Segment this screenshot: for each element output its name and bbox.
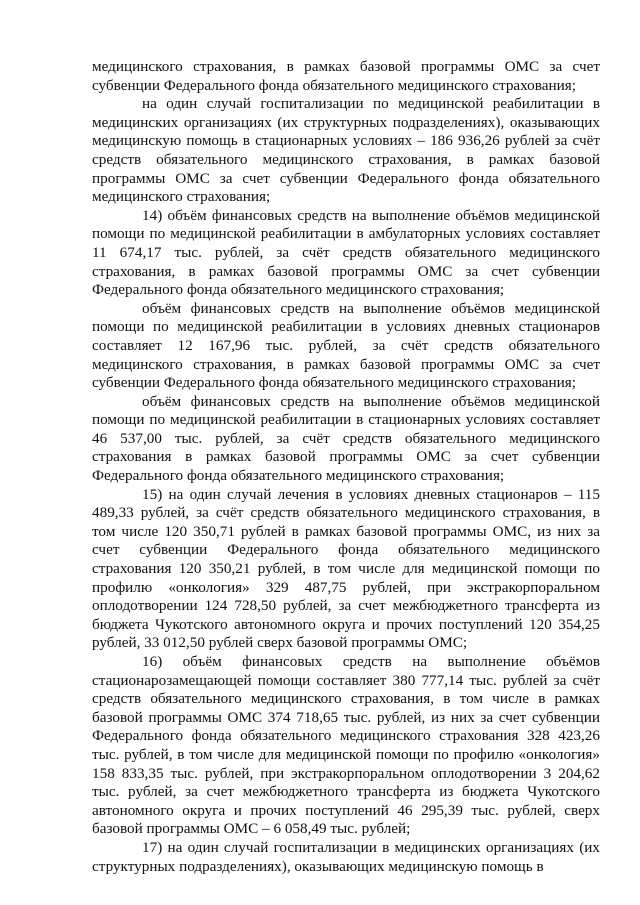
paragraph-continuation: медицинского страхования, в рамках базовой программы ОМС за счет субвенции Федерального фонда обязательного медицинского страхования; (92, 58, 600, 94)
paragraph-14-outpatient-rehab-funding: 14) объём финансовых средств на выполнение объёмов медицинской помощи по медицинской реабилитации в амбулаторных условиях составляет 11 674,17 тыс. рублей, за счёт средств обязательного медицинского страхования, в рамках базовой программы ОМС за счет субвенции Федерального фонда обязательного медицинского страхования; (92, 206, 600, 299)
paragraph-15-day-hospital-case-cost: 15) на один случай лечения в условиях дневных стационаров – 115 489,33 рублей, за счёт средств обязательного медицинского страхования, в том числе 120 350,71 рублей в рамках базовой программы ОМС, из них за счет субвенции Федерального фонда обязательного медицинского страхования 120 350,21 рублей, в том числе для медицинской помощи по профилю «онкология» 329 487,75 рублей, при экстракорпоральном оплодотворении 124 728,50 рублей, за счет межбюджетного трансферта из бюджета Чукотского автономного округа и прочих поступлений 120 354,25 рублей, 33 012,50 рублей сверх базовой программы ОМС; (92, 485, 600, 652)
paragraph-rehab-hospitalization-cost: на один случай госпитализации по медицинской реабилитации в медицинских организациях (их структурных подразделениях), оказывающих медицинскую помощь в стационарных условиях – 186 936,26 рублей за счёт средств обязательного медицинского страхования, в рамках базовой программы ОМС за счет субвенции Федерального фонда обязательного медицинского страхования; (92, 95, 600, 206)
paragraph-16-hospital-replacing-care-funding: 16) объём финансовых средств на выполнение объёмов стационарозамещающей помощи составляет 380 777,14 тыс. рублей за счёт средств обязательного медицинского страхования, в том числе в рамках базовой программы ОМС 374 718,65 тыс. рублей, из них за счет субвенции Федерального фонда обязательного медицинского страхования 328 423,26 тыс. рублей, в том числе для медицинской помощи по профилю «онкология» 158 833,35 тыс. рублей, при экстракорпоральном оплодотворении 3 204,62 тыс. рублей, за счет межбюджетного трансферта из бюджета Чукотского автономного округа и прочих поступлений 46 295,39 тыс. рублей, сверх базовой программы ОМС – 6 058,49 тыс. рублей; (92, 653, 600, 838)
paragraph-day-hospital-rehab-funding: объём финансовых средств на выполнение объёмов медицинской помощи по медицинской реабилитации в условиях дневных стационаров составляет 12 167,96 тыс. рублей, за счёт средств обязательного медицинского страхования, в рамках базовой программы ОМС за счет субвенции Федерального фонда обязательного медицинского страхования; (92, 299, 600, 392)
paragraph-inpatient-rehab-funding: объём финансовых средств на выполнение объёмов медицинской помощи по медицинской реабилитации в стационарных условиях составляет 46 537,00 тыс. рублей, за счёт средств обязательного медицинского страхования в рамках базовой программы ОМС за счет субвенции Федерального фонда обязательного медицинского страхования; (92, 392, 600, 485)
paragraph-17-hospitalization-case: 17) на один случай госпитализации в медицинских организациях (их структурных подразделениях), оказывающих медицинскую помощь в (92, 838, 600, 875)
